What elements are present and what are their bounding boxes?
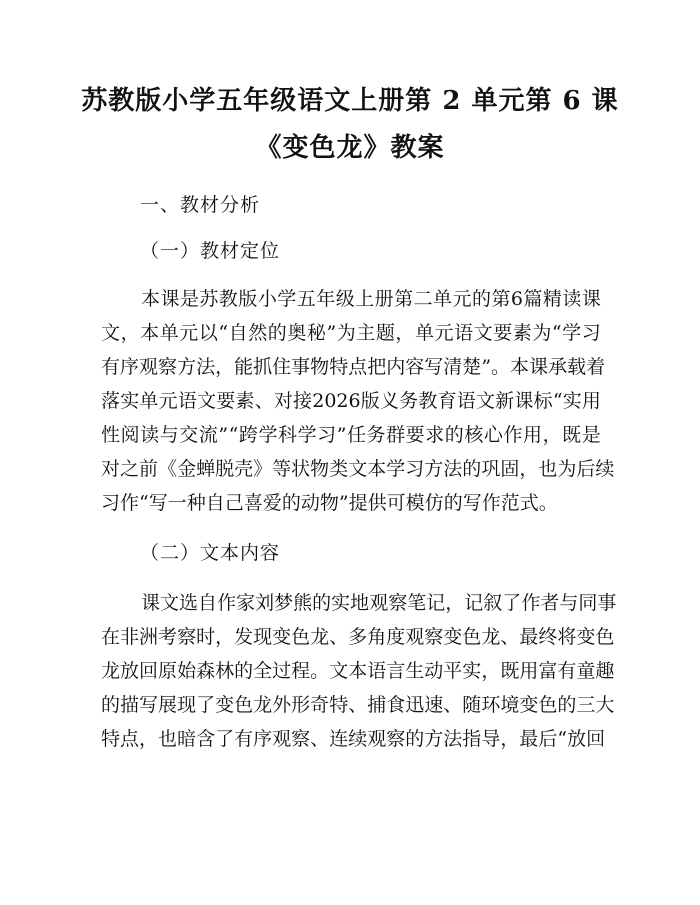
paragraph-line: 习 作 “ 写 一 种 自 己 喜 爱 的 动 物 ” 提 供 可 模 仿 的 写 作 范 式 。: [101, 492, 558, 514]
paragraph-content: [101, 586, 617, 756]
paragraph-positioning: [101, 282, 615, 520]
subsection-heading-content: （二）文本内容: [140, 542, 281, 564]
document-title-line-2: 《变色龙》教案: [255, 133, 445, 163]
paragraph-line: 龙 放 回 原 始 森 林 的 全 过 程 。 文 本 语 言 生 动 平 实 ， 既 用 富 有 童 趣: [101, 660, 615, 682]
paragraph-line: 的 描 写 展 现 了 变 色 龙 外 形 奇 特 、 捕 食 迅 速 、 随 环 境 变 色 的 三 大: [101, 694, 615, 716]
document-title-line-1: 苏教版小学五年级语文上册第 2 单元第 6 课: [81, 86, 619, 116]
paragraph-line: 课 文 选 自 作 家 刘 梦 熊 的 实 地 观 察 笔 记 ， 记 叙 了 作 者 与 同 事: [141, 592, 617, 614]
paragraph-line: 特 点 ， 也 暗 含 了 有 序 观 察 、 连 续 观 察 的 方 法 指 导 ， 最 后 “ 放 回: [101, 728, 606, 750]
section-heading-analysis: 一、教材分析: [140, 194, 261, 216]
paragraph-line: 有 序 观 察 方 法 ， 能 抓 住 事 物 特 点 把 内 容 写 清 楚 ” 。 本 课 承 载 着: [101, 356, 606, 378]
paragraph-line: 本 课 是 苏 教 版 小 学 五 年 级 上 册 第 二 单 元 的 第 6 篇 精 读 课: [141, 288, 601, 310]
paragraph-line: 性 阅 读 与 交 流 ” “ 跨 学 科 学 习 ” 任 务 群 要 求 的 核 心 作 用 ， 既 是: [101, 424, 601, 446]
subsection-heading-positioning: （一）教材定位: [140, 240, 281, 262]
paragraph-line: 落 实 单 元 语 文 要 素 、 对 接 2026 版 义 务 教 育 语 文 新 课 标 “ 实 用: [101, 390, 601, 412]
paragraph-line: 对 之 前 《 金 蝉 脱 壳 》 等 状 物 类 文 本 学 习 方 法 的 巩 固 ， 也 为 后 续: [101, 458, 615, 480]
paragraph-line: 文 ， 本 单 元 以 “ 自 然 的 奥 秘 ” 为 主 题 ， 单 元 语 文 要 素 为 “ 学 习: [101, 322, 601, 344]
paragraph-line: 在 非 洲 考 察 时 ， 发 现 变 色 龙 、 多 角 度 观 察 变 色 龙 、 最 终 将 变 色: [101, 626, 615, 648]
